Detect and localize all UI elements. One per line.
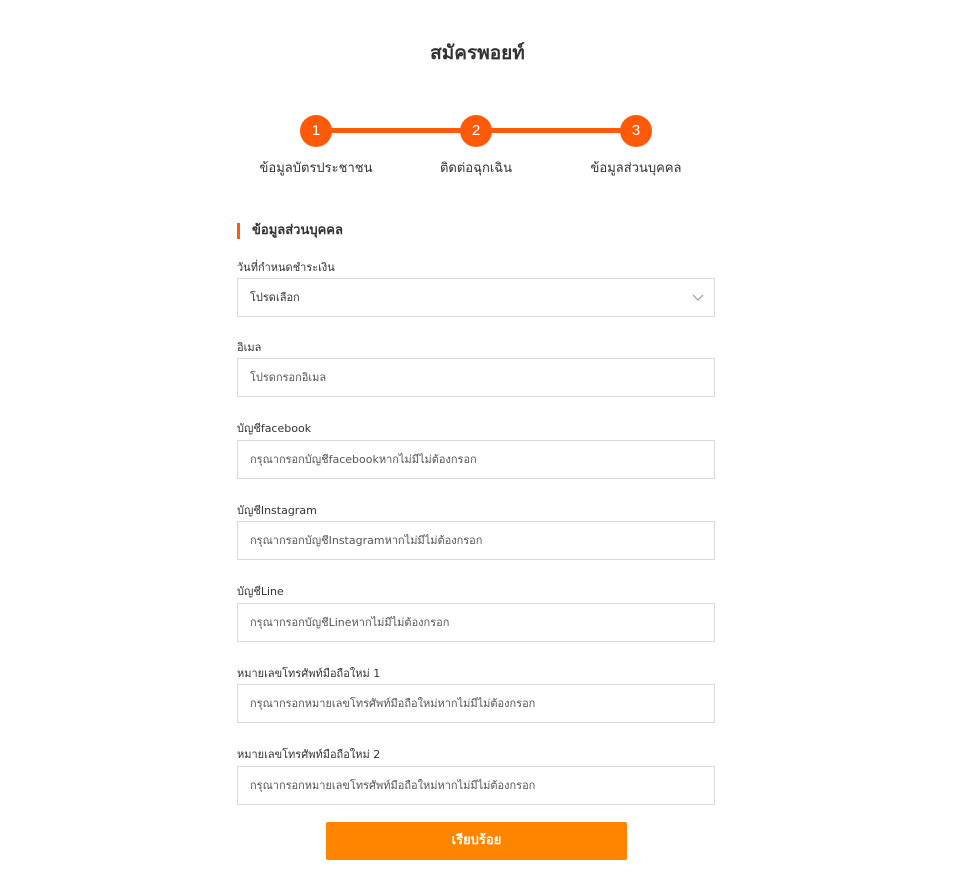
step-1-label: ข้อมูลบัตรประชาชน xyxy=(259,161,373,176)
phone2-input[interactable] xyxy=(238,767,714,804)
chevron-down-icon xyxy=(692,292,704,302)
phone1-input[interactable] xyxy=(238,685,714,722)
payment-date-label: วันที่กำหนดชำระเงิน xyxy=(237,261,335,274)
step-3-label: ข้อมูลส่วนบุคคล xyxy=(590,161,682,176)
step-3-indicator: 3 xyxy=(620,115,652,147)
email-field-box xyxy=(237,358,715,397)
facebook-input[interactable] xyxy=(238,441,714,478)
instagram-input[interactable] xyxy=(238,522,714,559)
phone2-field-box xyxy=(237,766,715,805)
email-label: อิเมล xyxy=(237,341,262,354)
line-input[interactable] xyxy=(238,604,714,641)
phone1-field-box xyxy=(237,684,715,723)
instagram-field-box xyxy=(237,521,715,560)
stepper xyxy=(0,0,955,190)
step-2-label: ติดต่อฉุกเฉิน xyxy=(439,161,513,176)
section-title: ข้อมูลส่วนบุคคล xyxy=(237,223,343,239)
email-input[interactable] xyxy=(238,359,714,396)
step-connector-2-3 xyxy=(478,128,636,133)
line-field-box xyxy=(237,603,715,642)
payment-date-select[interactable] xyxy=(237,278,715,317)
payment-date-selected-value: โปรดเลือก xyxy=(250,291,300,304)
facebook-label: บัญชีfacebook xyxy=(237,422,312,435)
page-title: สมัครพอยท์ xyxy=(430,42,525,64)
phone2-label: หมายเลขโทรศัพท์มือถือใหม่ 2 xyxy=(237,748,381,761)
step-2-indicator: 2 xyxy=(460,115,492,147)
step-1-indicator: 1 xyxy=(300,115,332,147)
step-connector-1-2 xyxy=(318,128,476,133)
phone1-label: หมายเลขโทรศัพท์มือถือใหม่ 1 xyxy=(237,667,381,680)
facebook-field-box xyxy=(237,440,715,479)
submit-button[interactable]: เรียบร้อย xyxy=(326,822,627,860)
line-label: บัญชีLine xyxy=(237,585,284,598)
instagram-label: บัญชีInstagram xyxy=(237,504,317,517)
